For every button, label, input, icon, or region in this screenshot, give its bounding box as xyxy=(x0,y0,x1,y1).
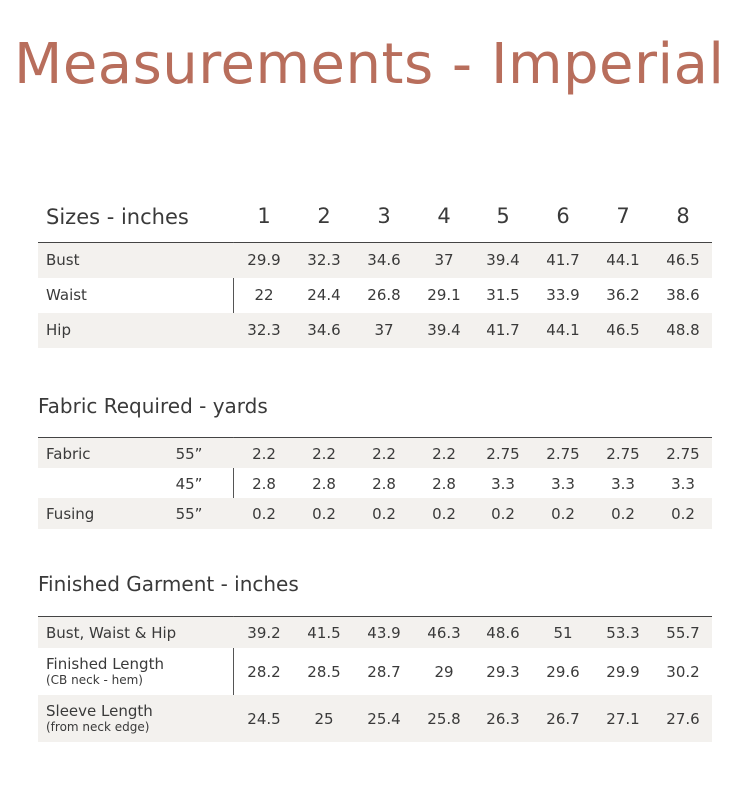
finished-section-title: Finished Garment - inches xyxy=(38,572,299,596)
table-cell: 37 xyxy=(374,321,394,339)
size-header: 7 xyxy=(616,204,630,228)
table-cell: 44.1 xyxy=(546,321,580,339)
table-cell: 29.1 xyxy=(427,286,461,304)
table-cell: 39.2 xyxy=(247,624,281,642)
sizes-table xyxy=(38,243,712,348)
table-cell: 2.8 xyxy=(432,475,456,493)
fabric-width: 55” xyxy=(175,445,203,463)
table-cell: 2.2 xyxy=(432,445,456,463)
row-label: Fabric xyxy=(46,445,91,463)
size-header: 6 xyxy=(556,204,570,228)
fabric-section-title: Fabric Required - yards xyxy=(38,394,268,418)
table-cell: 29 xyxy=(434,663,454,681)
table-cell: 26.7 xyxy=(546,710,580,728)
table-cell: 46.5 xyxy=(666,251,700,269)
table-row xyxy=(38,313,712,348)
table-cell: 3.3 xyxy=(551,475,575,493)
fabric-table xyxy=(38,438,712,529)
table-cell: 44.1 xyxy=(606,251,640,269)
table-cell: 24.5 xyxy=(247,710,281,728)
table-cell: 29.9 xyxy=(247,251,281,269)
table-cell: 32.3 xyxy=(247,321,281,339)
row-label: Fusing xyxy=(46,505,95,523)
table-cell: 3.3 xyxy=(671,475,695,493)
table-cell: 0.2 xyxy=(372,505,396,523)
page-title: Measurements - Imperial xyxy=(14,32,725,97)
table-cell: 2.75 xyxy=(546,445,580,463)
table-cell: 46.3 xyxy=(427,624,461,642)
table-cell: 29.6 xyxy=(546,663,580,681)
table-cell: 41.5 xyxy=(307,624,341,642)
size-header: 5 xyxy=(496,204,510,228)
table-cell: 39.4 xyxy=(427,321,461,339)
table-cell: 2.8 xyxy=(372,475,396,493)
row-label xyxy=(46,702,153,734)
sizes-header-label: Sizes - inches xyxy=(46,205,189,229)
table-row xyxy=(38,438,712,468)
table-cell: 27.6 xyxy=(666,710,700,728)
table-cell: 26.8 xyxy=(367,286,401,304)
table-cell: 41.7 xyxy=(546,251,580,269)
table-cell: 28.7 xyxy=(367,663,401,681)
table-cell: 0.2 xyxy=(551,505,575,523)
table-cell: 29.9 xyxy=(606,663,640,681)
table-cell: 28.5 xyxy=(307,663,341,681)
table-cell: 0.2 xyxy=(432,505,456,523)
table-cell: 2.2 xyxy=(252,445,276,463)
table-cell: 33.9 xyxy=(546,286,580,304)
table-cell: 32.3 xyxy=(307,251,341,269)
table-row xyxy=(38,468,712,498)
row-label-main: Sleeve Length xyxy=(46,702,153,720)
row-label: Waist xyxy=(46,286,87,304)
table-cell: 26.3 xyxy=(486,710,520,728)
size-header: 8 xyxy=(676,204,690,228)
row-label: Bust, Waist & Hip xyxy=(46,624,177,642)
table-row xyxy=(38,243,712,278)
table-cell: 24.4 xyxy=(307,286,341,304)
table-cell: 0.2 xyxy=(671,505,695,523)
table-cell: 2.75 xyxy=(666,445,700,463)
row-label: Bust xyxy=(46,251,80,269)
table-cell: 43.9 xyxy=(367,624,401,642)
table-cell: 48.6 xyxy=(486,624,520,642)
fabric-width: 45” xyxy=(175,475,203,493)
table-cell: 28.2 xyxy=(247,663,281,681)
table-cell: 0.2 xyxy=(491,505,515,523)
table-row xyxy=(38,278,712,313)
table-cell: 27.1 xyxy=(606,710,640,728)
row-label: Hip xyxy=(46,321,71,339)
table-cell: 53.3 xyxy=(606,624,640,642)
table-cell: 2.75 xyxy=(606,445,640,463)
row-label-note: (from neck edge) xyxy=(46,720,150,734)
table-cell: 46.5 xyxy=(606,321,640,339)
table-cell: 3.3 xyxy=(611,475,635,493)
table-cell: 29.3 xyxy=(486,663,520,681)
table-cell: 36.2 xyxy=(606,286,640,304)
table-cell: 0.2 xyxy=(252,505,276,523)
table-cell: 2.2 xyxy=(312,445,336,463)
table-cell: 2.75 xyxy=(486,445,520,463)
size-header: 1 xyxy=(257,204,271,228)
finished-table xyxy=(38,617,712,742)
table-cell: 51 xyxy=(553,624,573,642)
table-cell: 31.5 xyxy=(486,286,520,304)
table-cell: 41.7 xyxy=(486,321,520,339)
table-cell: 38.6 xyxy=(666,286,700,304)
row-label-main: Finished Length xyxy=(46,655,164,673)
table-cell: 55.7 xyxy=(666,624,700,642)
table-cell: 48.8 xyxy=(666,321,700,339)
table-cell: 34.6 xyxy=(367,251,401,269)
row-label-note: (CB neck - hem) xyxy=(46,673,143,687)
table-row xyxy=(38,617,712,648)
table-row xyxy=(38,695,712,742)
size-header: 4 xyxy=(437,204,451,228)
table-cell: 3.3 xyxy=(491,475,515,493)
table-cell: 25 xyxy=(314,710,334,728)
table-cell: 34.6 xyxy=(307,321,341,339)
table-cell: 2.8 xyxy=(252,475,276,493)
table-cell: 39.4 xyxy=(486,251,520,269)
table-cell: 25.4 xyxy=(367,710,401,728)
table-cell: 30.2 xyxy=(666,663,700,681)
size-header: 2 xyxy=(317,204,331,228)
table-cell: 37 xyxy=(434,251,454,269)
size-header: 3 xyxy=(377,204,391,228)
table-cell: 2.8 xyxy=(312,475,336,493)
table-row xyxy=(38,648,712,695)
table-cell: 0.2 xyxy=(312,505,336,523)
fabric-width: 55” xyxy=(175,505,203,523)
table-cell: 0.2 xyxy=(611,505,635,523)
table-cell: 2.2 xyxy=(372,445,396,463)
table-row xyxy=(38,498,712,529)
row-label xyxy=(46,655,164,687)
table-cell: 22 xyxy=(254,286,274,304)
table-cell: 25.8 xyxy=(427,710,461,728)
